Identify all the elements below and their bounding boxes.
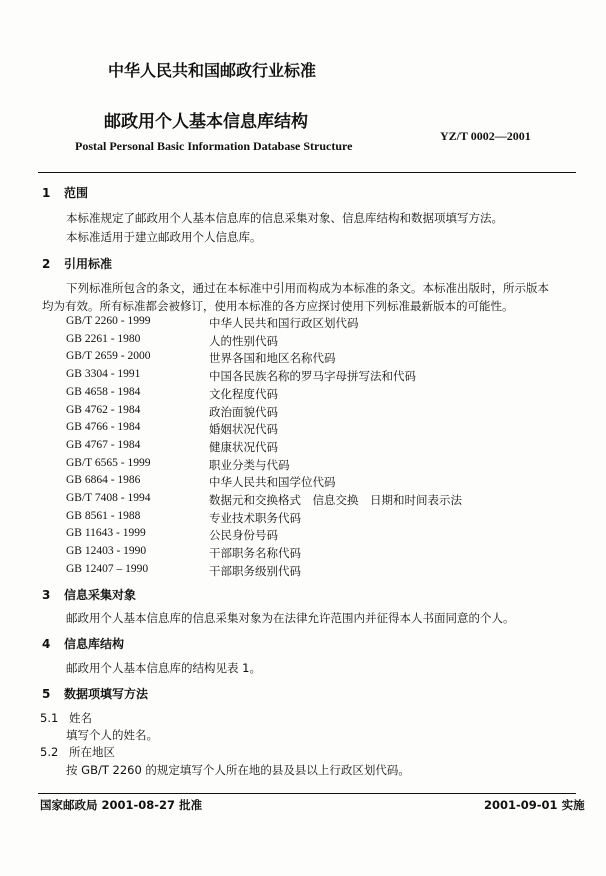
section-2-paragraph-line-2: 均为有效。所有标准都会被修订，使用本标准的各方应探讨使用下列标准最新版本的可能性。	[42, 299, 514, 313]
section-number: 4	[42, 637, 51, 651]
reference-standard-code: GB 6864 - 1986	[66, 474, 141, 486]
section-1-paragraph-1: 本标准规定了邮政用个人基本信息库的信息采集对象、信息库结构和数据项填写方法。	[66, 211, 503, 225]
reference-standard-name: 公民身份号码	[209, 528, 278, 542]
section-2-heading	[42, 255, 112, 272]
subsection-5-1-heading	[40, 710, 92, 726]
section-title: 数据项填写方法	[64, 687, 149, 701]
reference-standard-code: GB 12403 - 1990	[66, 545, 147, 557]
subsection-title: 所在地区	[69, 745, 115, 759]
section-title: 引用标准	[64, 257, 113, 271]
reference-standard-name: 文化程度代码	[209, 387, 278, 401]
document-title-english: Postal Personal Basic Information Database Structure	[75, 139, 353, 153]
section-3-heading	[42, 586, 136, 603]
reference-standard-name: 中国各民族名称的罗马字母拼写法和代码	[209, 369, 416, 383]
reference-standard-code: GB/T 2659 - 2000	[66, 350, 151, 362]
reference-standard-name: 数据元和交换格式 信息交换 日期和时间表示法	[209, 493, 462, 507]
reference-standard-code: GB 8561 - 1988	[66, 510, 141, 522]
section-number: 1	[42, 186, 51, 200]
effective-date: 2001-09-01 实施	[484, 798, 585, 812]
reference-standard-code: GB/T 2260 - 1999	[66, 315, 151, 327]
section-4-paragraph: 邮政用个人基本信息库的结构见表 1。	[66, 661, 261, 675]
section-2-paragraph-line-1: 下列标准所包含的条文，通过在本标准中引用而构成为本标准的条文。本标准出版时，所示版本	[66, 281, 549, 295]
document-title-chinese: 邮政用个人基本信息库结构	[104, 112, 308, 132]
section-1-heading	[42, 184, 88, 201]
reference-standard-code: GB 4762 - 1984	[66, 404, 141, 416]
reference-standard-name: 政治面貌代码	[209, 405, 278, 419]
reference-standard-name: 中华人民共和国学位代码	[209, 475, 336, 489]
subsection-5-2-heading	[40, 744, 115, 760]
reference-standard-name: 专业技术职务代码	[209, 511, 301, 525]
section-title: 信息采集对象	[64, 588, 137, 602]
subsection-5-2-paragraph: 按 GB/T 2260 的规定填写个人所在地的县及县以上行政区划代码。	[66, 763, 410, 777]
reference-standard-name: 职业分类与代码	[209, 458, 290, 472]
subsection-number: 5.2	[40, 745, 59, 759]
issuing-organization: 中华人民共和国邮政行业标准	[108, 61, 317, 80]
section-number: 3	[42, 588, 51, 602]
reference-standard-code: GB 12407 – 1990	[66, 563, 149, 575]
section-5-heading	[42, 685, 148, 702]
reference-standard-name: 婚姻状况代码	[209, 422, 278, 436]
reference-standard-code: GB/T 7408 - 1994	[66, 492, 151, 504]
subsection-number: 5.1	[40, 711, 59, 725]
header-divider	[38, 172, 576, 173]
reference-standard-code: GB 11643 - 1999	[66, 527, 146, 539]
section-number: 2	[42, 257, 51, 271]
section-number: 5	[42, 687, 51, 701]
reference-standard-name: 中华人民共和国行政区划代码	[209, 316, 359, 330]
reference-standard-name: 世界各国和地区名称代码	[209, 351, 336, 365]
reference-standard-name: 干部职务级别代码	[209, 564, 301, 578]
section-4-heading	[42, 635, 124, 652]
reference-standard-code: GB 4767 - 1984	[66, 439, 141, 451]
reference-standard-code: GB 4658 - 1984	[66, 386, 141, 398]
section-1-paragraph-2: 本标准适用于建立邮政用个人信息库。	[66, 230, 262, 244]
footer-divider	[38, 793, 576, 794]
section-3-paragraph: 邮政用个人基本信息库的信息采集对象为在法律允许范围内并征得本人书面同意的个人。	[66, 611, 515, 625]
approval-date: 国家邮政局 2001-08-27 批准	[40, 798, 203, 812]
section-title: 范围	[64, 186, 89, 200]
reference-standard-code: GB 4766 - 1984	[66, 421, 141, 433]
section-title: 信息库结构	[64, 637, 125, 651]
reference-standard-code: GB 3304 - 1991	[66, 368, 141, 380]
subsection-title: 姓名	[69, 711, 92, 725]
reference-standard-code: GB/T 6565 - 1999	[66, 457, 151, 469]
reference-standard-name: 干部职务名称代码	[209, 546, 301, 560]
reference-standard-code: GB 2261 - 1980	[66, 333, 141, 345]
reference-standard-name: 健康状况代码	[209, 440, 278, 454]
subsection-5-1-paragraph: 填写个人的姓名。	[66, 728, 158, 742]
standard-code: YZ/T 0002—2001	[440, 129, 531, 143]
reference-standard-name: 人的性别代码	[209, 334, 278, 348]
